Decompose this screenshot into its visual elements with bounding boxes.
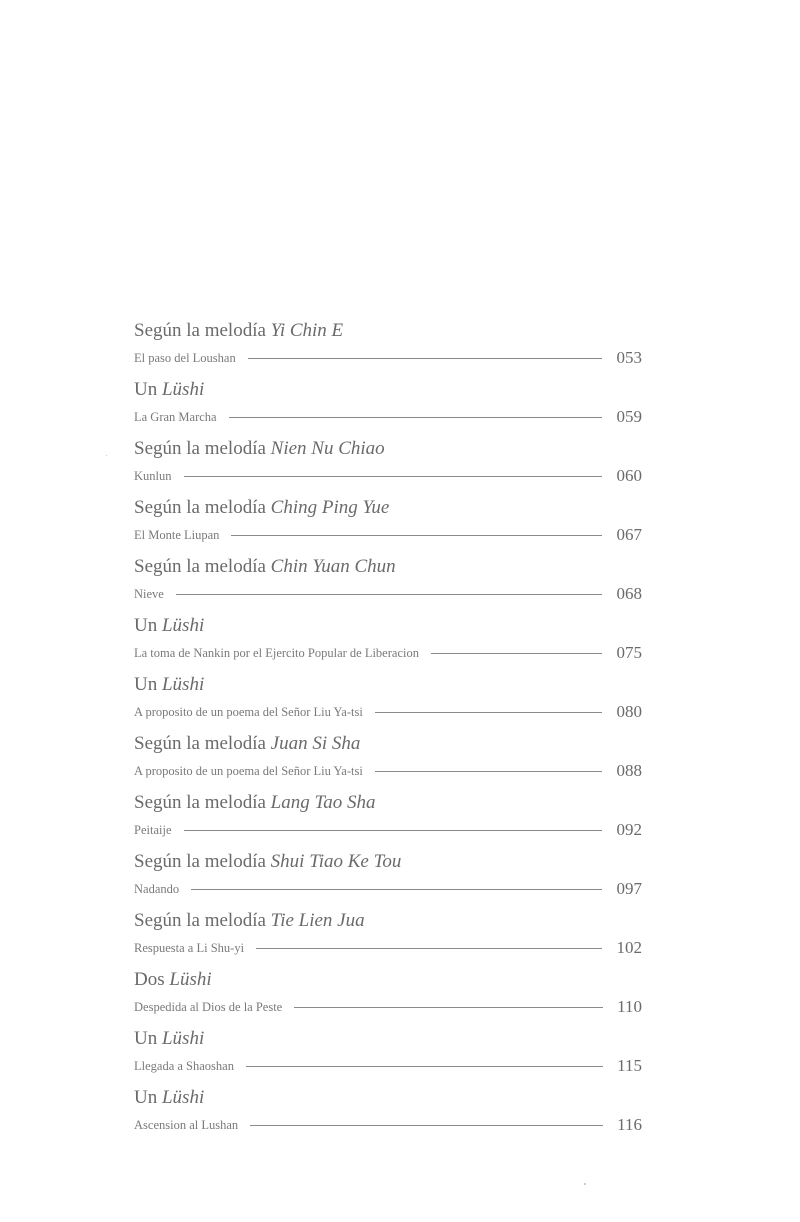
poem-title: La Gran Marcha (134, 410, 217, 424)
poem-title: El Monte Liupan (134, 528, 220, 542)
melody-name: Ching Ping Yue (270, 497, 390, 518)
page-number: 068 (616, 584, 642, 603)
page-number: 115 (617, 1056, 642, 1075)
entry-heading (134, 1087, 204, 1109)
toc-entry (0, 320, 800, 380)
entry-line (134, 940, 642, 956)
entry-heading (134, 792, 376, 814)
toc-entry (0, 969, 800, 1029)
page-number: 102 (616, 938, 642, 957)
page-number: 067 (616, 525, 642, 544)
leader-line (250, 1125, 603, 1126)
entry-heading (134, 910, 365, 932)
poem-title: Despedida al Dios de la Peste (134, 1000, 283, 1014)
heading-prefix: Un (134, 1028, 162, 1049)
toc-entry (0, 851, 800, 911)
poem-title: Nadando (134, 882, 180, 896)
poem-title: Nieve (134, 587, 164, 601)
toc-entry (0, 1087, 800, 1147)
leader-line (176, 594, 602, 595)
toc-entry (0, 1028, 800, 1088)
entry-line (134, 350, 642, 366)
heading-prefix: Según la melodía (134, 497, 271, 518)
poem-title: Ascension al Lushan (134, 1118, 239, 1132)
entry-line (134, 645, 642, 661)
heading-prefix: Según la melodía (134, 320, 271, 341)
leader-line (256, 948, 602, 949)
melody-name: Lüshi (169, 969, 212, 990)
leader-line (191, 889, 602, 890)
poem-title: La toma de Nankin por el Ejercito Popular de Liberacion (134, 646, 419, 660)
leader-line (184, 476, 602, 477)
entry-heading (134, 1028, 204, 1050)
entry-heading (134, 969, 212, 991)
paper-speck (106, 455, 107, 456)
toc-entry (0, 497, 800, 557)
melody-name: Yi Chin E (270, 320, 344, 341)
page-number: 110 (617, 997, 642, 1016)
toc-entry (0, 379, 800, 439)
heading-prefix: Un (134, 1087, 162, 1108)
toc-entry (0, 733, 800, 793)
poem-title: El paso del Loushan (134, 351, 236, 365)
poem-title: A proposito de un poema del Señor Liu Ya-tsi (134, 705, 363, 719)
leader-line (231, 535, 602, 536)
page-number: 053 (616, 348, 642, 367)
entry-heading (134, 497, 389, 519)
entry-line (134, 822, 642, 838)
poem-title: Respuesta a Li Shu-yi (134, 941, 245, 955)
page-number: 088 (616, 761, 642, 780)
melody-name: Lüshi (161, 1028, 205, 1049)
heading-prefix: Según la melodía (134, 851, 271, 872)
entry-line (134, 704, 642, 720)
entry-line (134, 1117, 642, 1133)
page-number: 060 (616, 466, 642, 485)
toc-entry (0, 438, 800, 498)
heading-prefix: Según la melodía (134, 792, 271, 813)
entry-heading (134, 851, 401, 873)
entry-line (134, 1058, 642, 1074)
entry-line (134, 881, 642, 897)
poem-title: A proposito de un poema del Señor Liu Ya-tsi (134, 764, 363, 778)
toc-entry (0, 910, 800, 970)
page-number: 116 (617, 1115, 642, 1134)
toc-entry (0, 792, 800, 852)
entry-heading (134, 320, 343, 342)
leader-line (431, 653, 602, 654)
heading-prefix: Un (134, 674, 162, 695)
toc-entry (0, 674, 800, 734)
poem-title: Kunlun (134, 469, 172, 483)
melody-name: Chin Yuan Chun (270, 556, 396, 577)
leader-line (229, 417, 602, 418)
page-number: 080 (616, 702, 642, 721)
leader-line (375, 771, 602, 772)
toc-entry (0, 556, 800, 616)
melody-name: Juan Si Sha (270, 733, 361, 754)
leader-line (375, 712, 602, 713)
heading-prefix: Dos (134, 969, 170, 990)
entry-heading (134, 438, 385, 460)
melody-name: Lüshi (161, 615, 205, 636)
heading-prefix: Un (134, 379, 162, 400)
heading-prefix: Según la melodía (134, 438, 271, 459)
poem-title: Llegada a Shaoshan (134, 1059, 234, 1073)
leader-line (294, 1007, 603, 1008)
heading-prefix: Según la melodía (134, 556, 271, 577)
poem-title: Peitaije (134, 823, 172, 837)
page-number: 097 (616, 879, 642, 898)
entry-line (134, 763, 642, 779)
melody-name: Shui Tiao Ke Tou (270, 851, 402, 872)
entry-line (134, 409, 642, 425)
heading-prefix: Según la melodía (134, 910, 271, 931)
toc-entry (0, 615, 800, 675)
entry-heading (134, 379, 204, 401)
page-number: 092 (616, 820, 642, 839)
melody-name: Lang Tao Sha (270, 792, 376, 813)
entry-heading (134, 556, 396, 578)
entry-line (134, 586, 642, 602)
entry-heading (134, 733, 360, 755)
melody-name: Lüshi (161, 379, 205, 400)
heading-prefix: Un (134, 615, 162, 636)
entry-line (134, 468, 642, 484)
melody-name: Lüshi (161, 674, 205, 695)
melody-name: Lüshi (161, 1087, 205, 1108)
entry-line (134, 999, 642, 1015)
leader-line (184, 830, 602, 831)
entry-heading (134, 615, 204, 637)
entry-heading (134, 674, 204, 696)
entry-line (134, 527, 642, 543)
leader-line (248, 358, 602, 359)
leader-line (246, 1066, 603, 1067)
heading-prefix: Según la melodía (134, 733, 271, 754)
page-number: 075 (616, 643, 642, 662)
page-number: 059 (616, 407, 642, 426)
paper-speck (584, 1183, 586, 1185)
melody-name: Nien Nu Chiao (270, 438, 385, 459)
melody-name: Tie Lien Jua (270, 910, 365, 931)
